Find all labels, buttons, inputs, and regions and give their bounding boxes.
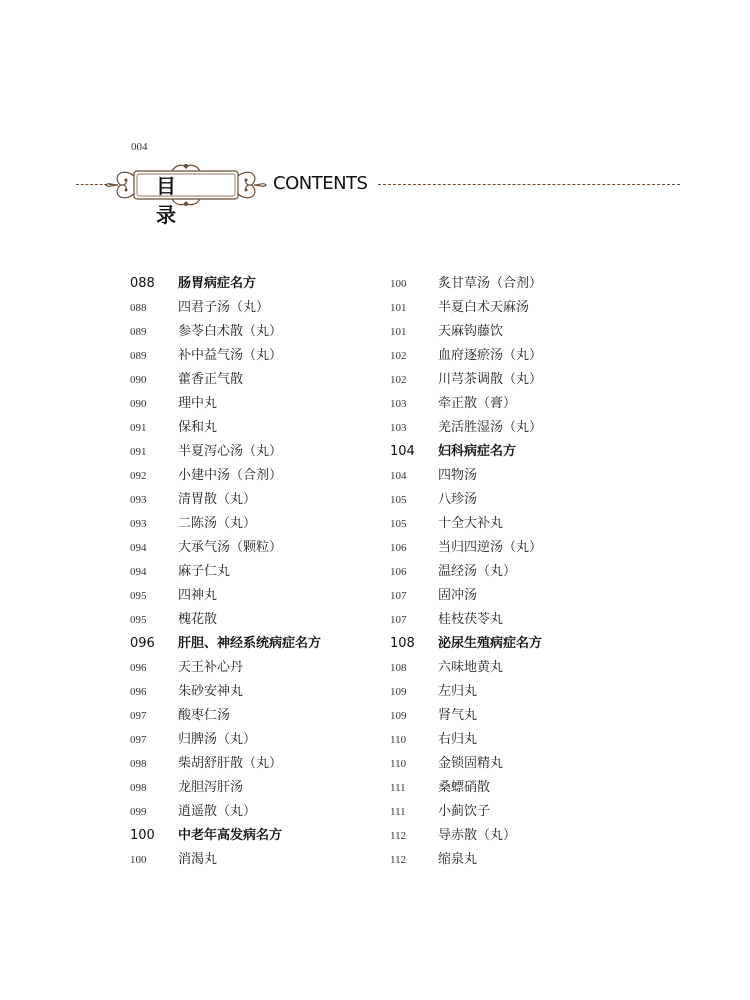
toc-page-number: 101 bbox=[390, 302, 407, 314]
toc-page-number: 091 bbox=[130, 422, 147, 434]
toc-entry-title: 牵正散（膏） bbox=[438, 396, 517, 411]
toc-entry[interactable] bbox=[130, 680, 390, 704]
toc-entry[interactable] bbox=[390, 728, 650, 752]
toc-entry-title: 补中益气汤（丸） bbox=[178, 348, 283, 363]
toc-title: 目 录 bbox=[156, 174, 182, 227]
toc-page-number: 091 bbox=[130, 446, 147, 458]
toc-entry[interactable] bbox=[130, 656, 390, 680]
toc-page-number: 103 bbox=[390, 422, 407, 434]
toc-page-number: 106 bbox=[390, 542, 407, 554]
toc-page-number: 095 bbox=[130, 590, 147, 602]
toc-entry[interactable] bbox=[130, 728, 390, 752]
toc-page-number: 103 bbox=[390, 398, 407, 410]
toc-entry-title: 中老年高发病名方 bbox=[178, 828, 283, 843]
toc-entry[interactable] bbox=[390, 656, 650, 680]
toc-entry-title: 羌活胜湿汤（丸） bbox=[438, 420, 543, 435]
toc-entry-title: 天王补心丹 bbox=[178, 660, 244, 675]
toc-entry[interactable] bbox=[390, 752, 650, 776]
toc-page-number: 094 bbox=[130, 542, 147, 554]
toc-entry-title: 小蓟饮子 bbox=[438, 804, 491, 819]
toc-entry[interactable] bbox=[130, 512, 390, 536]
toc-page-number: 102 bbox=[390, 350, 407, 362]
toc-entry[interactable] bbox=[390, 824, 650, 848]
toc-page-number: 109 bbox=[390, 686, 407, 698]
toc-entry[interactable] bbox=[130, 320, 390, 344]
toc-entry-title: 半夏白术天麻汤 bbox=[438, 300, 530, 315]
toc-page-number: 088 bbox=[130, 302, 147, 314]
toc-entry-title: 槐花散 bbox=[178, 612, 218, 627]
toc-entry[interactable] bbox=[390, 392, 650, 416]
toc-section-heading[interactable] bbox=[130, 632, 390, 656]
toc-entry[interactable] bbox=[130, 344, 390, 368]
toc-entry-title: 小建中汤（合剂） bbox=[178, 468, 283, 483]
toc-entry-title: 四物汤 bbox=[438, 468, 478, 483]
toc-section-heading[interactable] bbox=[390, 440, 650, 464]
toc-page-number: 100 bbox=[130, 828, 155, 843]
toc-page-number: 104 bbox=[390, 470, 407, 482]
toc-entry[interactable] bbox=[130, 536, 390, 560]
toc-page-number: 106 bbox=[390, 566, 407, 578]
toc-page-number: 092 bbox=[130, 470, 147, 482]
toc-entry-title: 当归四逆汤（丸） bbox=[438, 540, 543, 555]
toc-entry-title: 泌尿生殖病症名方 bbox=[438, 636, 543, 651]
toc-page-number: 090 bbox=[130, 374, 147, 386]
toc-page-number: 093 bbox=[130, 518, 147, 530]
toc-entry-title: 藿香正气散 bbox=[178, 372, 244, 387]
toc-entry[interactable] bbox=[130, 800, 390, 824]
toc-entry-title: 柴胡舒肝散（丸） bbox=[178, 756, 283, 771]
toc-page-number: 098 bbox=[130, 782, 147, 794]
toc-entry-title: 朱砂安神丸 bbox=[178, 684, 244, 699]
toc-entry-title: 血府逐瘀汤（丸） bbox=[438, 348, 543, 363]
toc-subtitle: CONTENTS bbox=[273, 173, 368, 194]
toc-entry-title: 炙甘草汤（合剂） bbox=[438, 276, 543, 291]
toc-page-number: 093 bbox=[130, 494, 147, 506]
toc-page-number: 096 bbox=[130, 662, 147, 674]
toc-page-number: 108 bbox=[390, 662, 407, 674]
toc-entry-title: 左归丸 bbox=[438, 684, 478, 699]
toc-entry-title: 肾气丸 bbox=[438, 708, 478, 723]
toc-entry-title: 川芎茶调散（丸） bbox=[438, 372, 543, 387]
toc-entry-title: 肠胃病症名方 bbox=[178, 276, 257, 291]
toc-entry[interactable] bbox=[130, 296, 390, 320]
toc-entry-title: 温经汤（丸） bbox=[438, 564, 517, 579]
toc-page-number: 098 bbox=[130, 758, 147, 770]
toc-entry[interactable] bbox=[130, 704, 390, 728]
toc-page-number: 096 bbox=[130, 686, 147, 698]
toc-entry[interactable] bbox=[130, 464, 390, 488]
toc-entry[interactable] bbox=[390, 680, 650, 704]
toc-entry[interactable] bbox=[130, 440, 390, 464]
toc-page-number: 110 bbox=[390, 734, 407, 746]
toc-page-number: 096 bbox=[130, 636, 155, 651]
toc-page-number: 100 bbox=[390, 278, 407, 290]
toc-page-number: 111 bbox=[390, 782, 406, 794]
toc-entry-title: 右归丸 bbox=[438, 732, 478, 747]
toc-entry[interactable] bbox=[130, 416, 390, 440]
toc-entry[interactable] bbox=[390, 704, 650, 728]
toc-entry[interactable] bbox=[130, 752, 390, 776]
toc-column-left bbox=[130, 272, 390, 872]
toc-entry[interactable] bbox=[390, 272, 650, 296]
toc-entry-title: 半夏泻心汤（丸） bbox=[178, 444, 283, 459]
toc-column-right bbox=[390, 272, 650, 872]
toc-page-number: 104 bbox=[390, 444, 415, 459]
toc-entry-title: 桂枝茯苓丸 bbox=[438, 612, 504, 627]
toc-page-number: 107 bbox=[390, 614, 407, 626]
dashed-rule-right bbox=[378, 184, 680, 185]
toc-entry-title: 四神丸 bbox=[178, 588, 218, 603]
toc-entry-title: 妇科病症名方 bbox=[438, 444, 517, 459]
toc-page-number: 099 bbox=[130, 806, 147, 818]
toc-page-number: 108 bbox=[390, 636, 415, 651]
toc-page-number: 107 bbox=[390, 590, 407, 602]
toc-entry[interactable] bbox=[130, 776, 390, 800]
toc-entry[interactable] bbox=[390, 488, 650, 512]
toc-entry[interactable] bbox=[130, 608, 390, 632]
toc-entry-title: 肝胆、神经系统病症名方 bbox=[178, 636, 322, 651]
toc-page-number: 102 bbox=[390, 374, 407, 386]
toc-entry-title: 六味地黄丸 bbox=[438, 660, 504, 675]
toc-entry-title: 固冲汤 bbox=[438, 588, 478, 603]
toc-page-number: 105 bbox=[390, 494, 407, 506]
toc-entry-title: 消渴丸 bbox=[178, 852, 218, 867]
toc-page-number: 089 bbox=[130, 350, 147, 362]
toc-section-heading[interactable] bbox=[130, 824, 390, 848]
toc-header bbox=[0, 160, 750, 227]
toc-entry[interactable] bbox=[390, 416, 650, 440]
toc-entry-title: 清胃散（丸） bbox=[178, 492, 257, 507]
toc-page-number: 105 bbox=[390, 518, 407, 530]
toc-entry-title: 龙胆泻肝汤 bbox=[178, 780, 244, 795]
toc-entry-title: 四君子汤（丸） bbox=[178, 300, 270, 315]
toc-entry-title: 金锁固精丸 bbox=[438, 756, 504, 771]
page-number: 004 bbox=[131, 141, 148, 153]
toc-entry[interactable] bbox=[390, 608, 650, 632]
toc-page-number: 090 bbox=[130, 398, 147, 410]
toc-section-heading[interactable] bbox=[130, 272, 390, 296]
toc-entry[interactable] bbox=[130, 488, 390, 512]
toc-page-number: 089 bbox=[130, 326, 147, 338]
toc-entry-title: 天麻钩藤饮 bbox=[438, 324, 504, 339]
toc-page-number: 100 bbox=[130, 854, 147, 866]
toc-page-number: 109 bbox=[390, 710, 407, 722]
toc-entry-title: 大承气汤（颗粒） bbox=[178, 540, 283, 555]
toc-entry[interactable] bbox=[130, 392, 390, 416]
toc-entry-title: 导赤散（丸） bbox=[438, 828, 517, 843]
toc-page-number: 112 bbox=[390, 830, 407, 842]
toc-entry[interactable] bbox=[390, 512, 650, 536]
toc-entry-title: 逍遥散（丸） bbox=[178, 804, 257, 819]
toc-entry-title: 桑螵硝散 bbox=[438, 780, 491, 795]
toc-page-number: 112 bbox=[390, 854, 407, 866]
toc-entry[interactable] bbox=[390, 536, 650, 560]
toc-entry[interactable] bbox=[390, 800, 650, 824]
toc-entry-title: 酸枣仁汤 bbox=[178, 708, 231, 723]
toc-entry[interactable] bbox=[390, 368, 650, 392]
toc-entry[interactable] bbox=[130, 848, 390, 872]
toc-entry-title: 归脾汤（丸） bbox=[178, 732, 257, 747]
toc-entry[interactable] bbox=[390, 344, 650, 368]
toc-entry[interactable] bbox=[390, 464, 650, 488]
toc-page-number: 110 bbox=[390, 758, 407, 770]
toc-entry[interactable] bbox=[390, 584, 650, 608]
toc-page-number: 101 bbox=[390, 326, 407, 338]
toc-page-number: 097 bbox=[130, 734, 147, 746]
toc-page-number: 095 bbox=[130, 614, 147, 626]
toc-entry[interactable] bbox=[390, 320, 650, 344]
toc-entry-title: 保和丸 bbox=[178, 420, 218, 435]
toc-page-number: 111 bbox=[390, 806, 406, 818]
toc-entry-title: 理中丸 bbox=[178, 396, 218, 411]
toc-entry-title: 参苓白术散（丸） bbox=[178, 324, 283, 339]
toc-entry[interactable] bbox=[130, 560, 390, 584]
toc-entry[interactable] bbox=[390, 776, 650, 800]
toc-page-number: 088 bbox=[130, 276, 155, 291]
toc-entry-title: 二陈汤（丸） bbox=[178, 516, 257, 531]
toc-page-number: 097 bbox=[130, 710, 147, 722]
toc-entry-title: 麻子仁丸 bbox=[178, 564, 231, 579]
toc-entry[interactable] bbox=[130, 368, 390, 392]
toc-entry-title: 缩泉丸 bbox=[438, 852, 478, 867]
toc-entry[interactable] bbox=[390, 560, 650, 584]
toc-entry[interactable] bbox=[130, 584, 390, 608]
toc-page-number: 094 bbox=[130, 566, 147, 578]
toc-entry[interactable] bbox=[390, 296, 650, 320]
toc-section-heading[interactable] bbox=[390, 632, 650, 656]
toc-entry-title: 八珍汤 bbox=[438, 492, 478, 507]
toc-entry-title: 十全大补丸 bbox=[438, 516, 504, 531]
toc-entry[interactable] bbox=[390, 848, 650, 872]
